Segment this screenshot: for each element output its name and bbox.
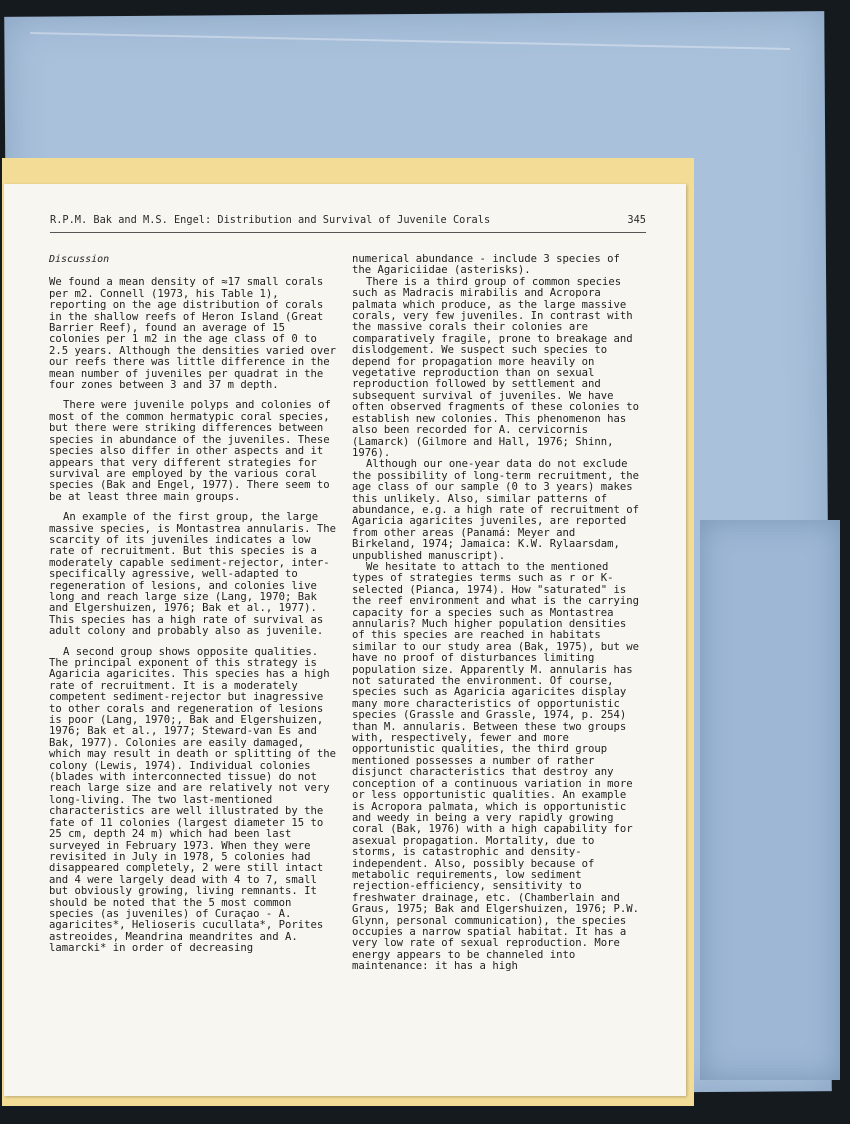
paragraph: There were juvenile polyps and colonies of most of the common hermatypic coral species, but there were striking differences between species in abundance of the juveniles. These species also differ in other aspects and it appears that very different strategies for survival are employed by the various coral species (Bak and Engel, 1977). There seem to be at least three main groups. xyxy=(49,399,331,503)
section-heading: Discussion xyxy=(49,254,110,265)
paragraph: Although our one-year data do not exclude the possibility of long-term recruitment, the age class of our sample (0 to 3 years) makes this unlikely. Also, similar patterns of abundance, e.g. a high rate of recruitment of Agaricia agaricites juveniles, are reported from other areas (Panamá: Meyer and Birkeland, 1974; Jamaica: K.W. Rylaarsdam, unpublished manuscript). xyxy=(352,458,640,562)
running-head-title: R.P.M. Bak and M.S. Engel: Distribution and Survival of Juvenile Corals xyxy=(50,214,491,226)
folder-flap xyxy=(700,520,840,1080)
paragraph: We found a mean density of ≈17 small corals per m2. Connell (1973, his Table 1), reporting on the age distribution of corals in the shallow reefs of Heron Island (Great Barrier Reef), found an average of 15 colonies per 1 m2 in the age class of 0 to 2.5 years. Although the densities varied over our reefs there was little difference in the mean number of juveniles per quadrat in the four zones between 3 and 37 m depth. xyxy=(49,276,337,392)
running-head xyxy=(50,214,646,233)
paragraph: A second group shows opposite qualities. The principal exponent of this strategy is Agaricia agaricites. This species has a high rate of recruitment. It is a moderately competent sediment-rejector but inagressive to other corals and regeneration of lesions is poor (Lang, 1970;, Bak and Elgershuizen, 1976; Bak et al., 1977; Steward-van Es and Bak, 1977). Colonies are easily damaged, which may result in death or splitting of the colony (Lewis, 1974). Individual colonies (blades with interconnected tissue) do not reach large size and are relatively not very long-living. The two last-mentioned characteristics are well illustrated by the fate of 11 colonies (largest diameter 15 to 25 cm, depth 24 m) which had been last surveyed in February 1973. When they were revisited in July in 1978, 5 colonies had disappeared completely, 2 were still intact and 4 were largely dead with 4 to 7, small but obviously growing, living remnants. It should be noted that the 5 most common species (as juveniles) of Curaçao - A. agaricites*, Helioseris cucullata*, Porites astreoides, Meandrina meandrites and A. lamarcki* in order of decreasing xyxy=(49,645,337,955)
paragraph: We hesitate to attach to the mentioned types of strategies terms such as r or K-selected (Pianca, 1974). How "saturated" is the reef environment and what is the carrying capacity for a species such as Montastrea annularis? Much higher population densities of this species are reached in habitats similar to our study area (Bak, 1975), but we have no proof of disturbances limiting population size. Apparently M. annularis has not saturated the environment. Of course, species such as Agaricia agaricites display many more characteristics of opportunistic species (Grassle and Grassle, 1974, p. 254) than M. annularis. Between these two groups with, respectively, fewer and more opportunistic qualities, the third group mentioned possesses a number of rather disjunct characteristics that destroy any conception of a continuous variation in more or less opportunistic qualities. An example is Acropora palmata, which is opportunistic and weedy in being a very rapidly growing coral (Bak, 1976) with a high capability for asexual propagation. Mortality, due to storms, is catastrophic and density-independent. Also, possibly because of metabolic requirements, low sediment rejection-efficiency, sensitivity to freshwater drainage, etc. (Chamberlain and Graus, 1975; Bak and Elgershuizen, 1976; P.W. Glynn, personal communication), the species occupies a narrow spatial habitat. It has a very low rate of sexual reproduction. More energy appears to be channeled into maintenance: it has a high xyxy=(352,560,640,973)
paragraph: There is a third group of common species such as Madracis mirabilis and Acropora palmata which produce, as the large massive corals, very few juveniles. In contrast with the massive corals their colonies are comparatively fragile, prone to breakage and dislodgement. We suspect such species to depend for propagation more heavily on vegetative reproduction than on sexual reproduction followed by settlement and subsequent survival of juveniles. We have often observed fragments of these colonies to establish new colonies. This phenomenon has also been recorded for A. cervicornis (Lamarck) (Gilmore and Hall, 1976; Shinn, 1976). xyxy=(352,275,640,459)
left-column xyxy=(49,254,339,964)
page-number: 345 xyxy=(627,214,646,226)
right-column xyxy=(352,254,642,973)
paper-page xyxy=(4,184,686,1096)
paragraph: numerical abundance - include 3 species of the Agariciidae (asterisks). xyxy=(352,253,620,277)
paragraph: An example of the first group, the large massive species, is Montastrea annularis. The scarcity of its juveniles indicates a low rate of recruitment. But this species is a moderately capable sediment-rejector, inter-specifically agressive, well-adapted to regeneration of lesions, and colonies live long and reach large size (Lang, 1970; Bak and Elgershuizen, 1976; Bak et al., 1977). This species has a high rate of survival as adult colony and probably also as juvenile. xyxy=(49,511,337,638)
